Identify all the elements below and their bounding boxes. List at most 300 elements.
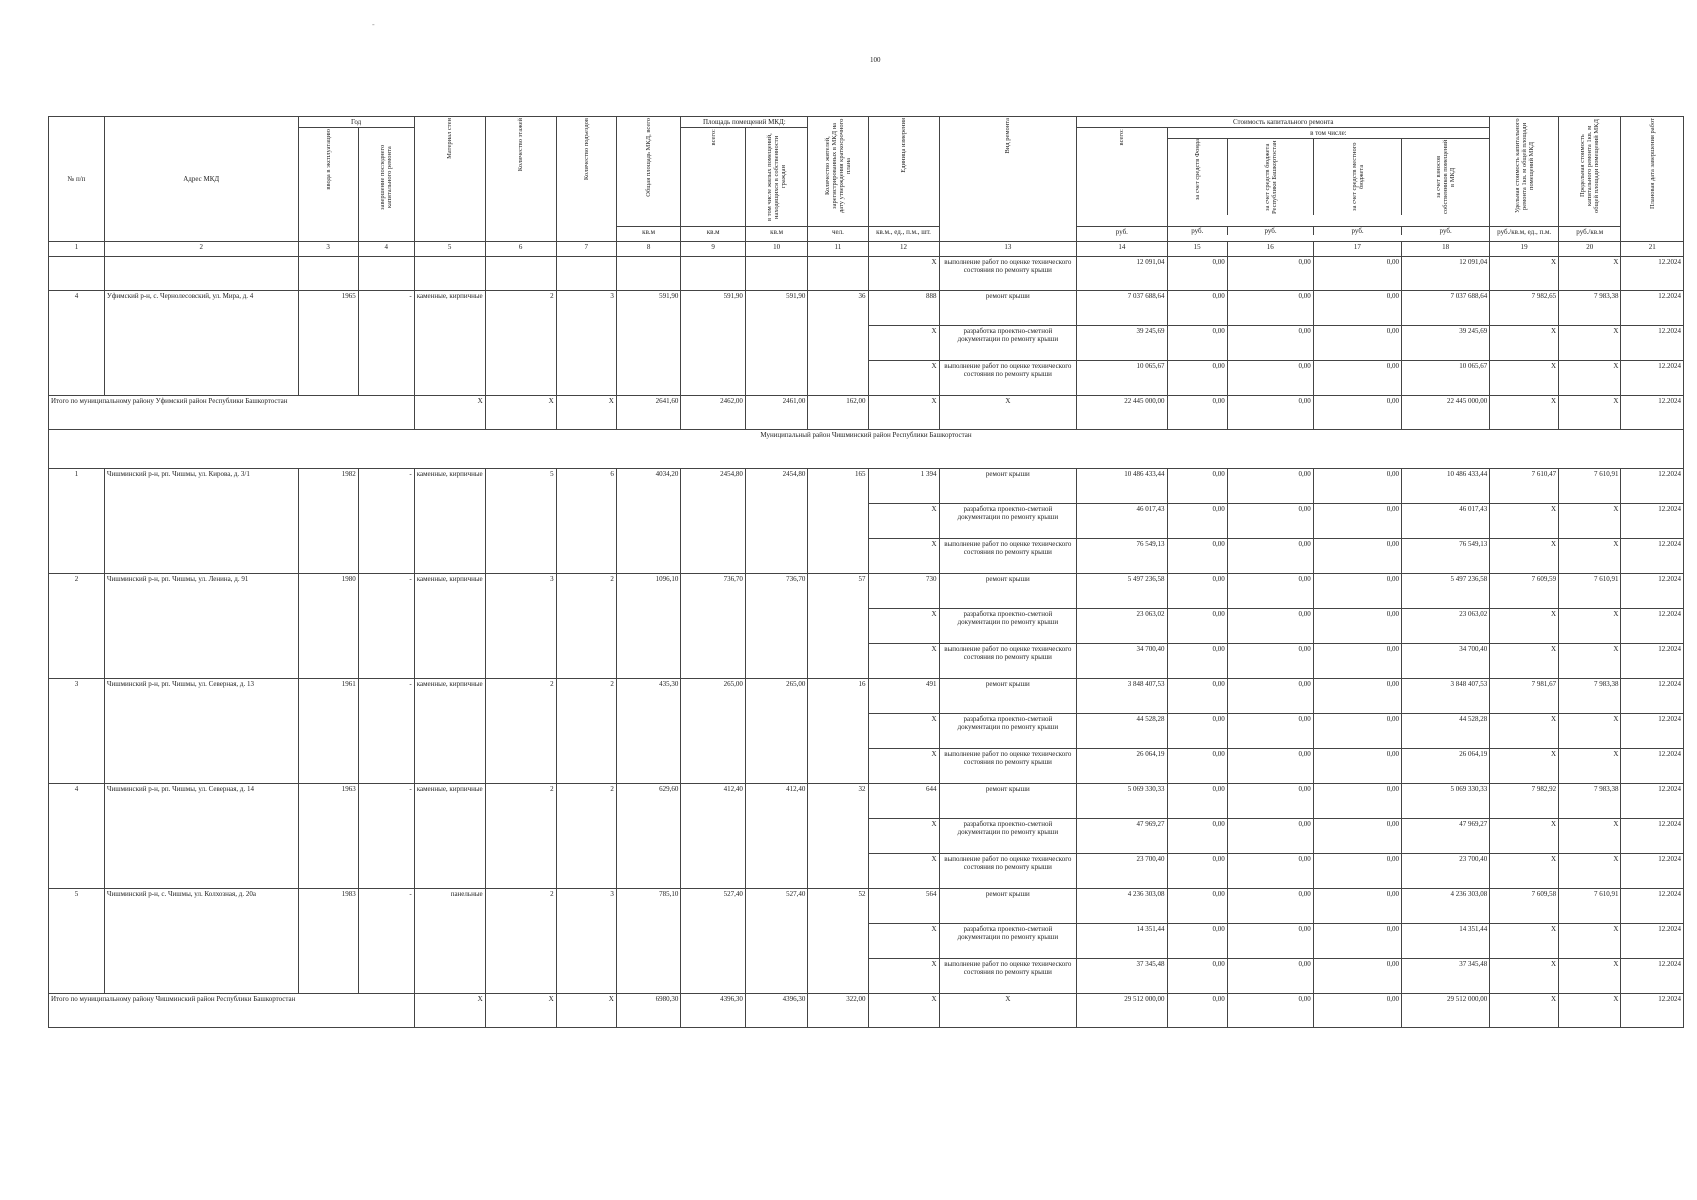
header-unit: Единица измерения [900, 118, 908, 173]
col-index: 3 [298, 242, 358, 257]
cell-work-type: выполнение работ по оценке технического состояния по ремонту крыши [939, 361, 1077, 396]
header-cost-total: всего: [1118, 129, 1126, 146]
cell-cost-owners: 39 245,69 [1401, 326, 1489, 361]
cell-year: 1965 [298, 291, 358, 396]
cell-unit: 491 [868, 679, 939, 714]
col-index: 5 [414, 242, 485, 257]
cell-cost-local: 0,00 [1313, 609, 1401, 644]
cell-work-type: выполнение работ по оценке технического состояния по ремонту крыши [939, 257, 1077, 291]
cell-work-type: выполнение работ по оценке технического состояния по ремонту крыши [939, 644, 1077, 679]
cell-limit-cost: X [1559, 749, 1621, 784]
cell-work-type: ремонт крыши [939, 679, 1077, 714]
cell-residents: 52 [808, 889, 868, 994]
cell-number: 3 [49, 679, 105, 784]
table-row [49, 257, 1684, 291]
cell-unit: X [868, 609, 939, 644]
col-index: 15 [1167, 242, 1227, 257]
cell-year: 1963 [298, 784, 358, 889]
cell-cost-total: 12 091,04 [1077, 257, 1167, 291]
section-title: Муниципальный район Чишминский район Республики Башкортостан [49, 430, 1684, 469]
cell-unit: X [868, 924, 939, 959]
header-address: Адрес МКД [104, 117, 298, 242]
header-entrances: Количество подъездов [582, 118, 590, 181]
cell-unit: 888 [868, 291, 939, 326]
table-header [49, 117, 1684, 242]
cell-residential: 265,00 [745, 679, 807, 784]
cell-cost-local: 0,00 [1313, 784, 1401, 819]
cell-date: 12.2024 [1621, 504, 1684, 539]
cell-limit-cost: X [1559, 257, 1621, 291]
cell-residential: 2454,80 [745, 469, 807, 574]
cell-cost-fund: 0,00 [1167, 714, 1227, 749]
unit-measure: кв.м., ед., п.м., шт. [868, 227, 939, 242]
cell-cost-fund: 0,00 [1167, 924, 1227, 959]
cell-cost-fund: 0,00 [1167, 469, 1227, 504]
unit-cost-total: руб. [1077, 227, 1167, 242]
cell-cost-owners: 7 037 688,64 [1401, 291, 1489, 326]
cell-cost-owners: 46 017,43 [1401, 504, 1489, 539]
cell-cost-owners: 23 063,02 [1401, 609, 1489, 644]
col-index: 10 [745, 242, 807, 257]
cell-cost-owners: 29 512 000,00 [1401, 994, 1489, 1028]
district-total-label: Итого по муниципальному району Чишминский район Республики Башкортостан [49, 994, 415, 1028]
cell-limit-cost: X [1559, 504, 1621, 539]
table-row [49, 889, 1684, 924]
cell-last-repair: - [358, 469, 414, 574]
cell-cost-republic: 0,00 [1227, 784, 1313, 819]
cell-cost-owners: 37 345,48 [1401, 959, 1489, 994]
cell-wall: каменные, кирпичные [414, 291, 485, 396]
cell-date: 12.2024 [1621, 609, 1684, 644]
cell-cost-local: 0,00 [1313, 574, 1401, 609]
capital-repair-table [48, 116, 1684, 1028]
cell-floors: X [485, 994, 556, 1028]
header-including: в том числе: [1168, 128, 1490, 139]
cell-address: Чишминский р-н, рп. Чишмы, ул. Северная, д. 14 [104, 784, 298, 889]
cell-residents: 36 [808, 291, 868, 396]
cell-work-type: разработка проектно-сметной документации по ремонту крыши [939, 609, 1077, 644]
cell-entrances: 2 [556, 574, 616, 679]
cell-number: 4 [49, 784, 105, 889]
cell-premises: 4396,30 [681, 994, 746, 1028]
cell-limit-cost: 7 983,38 [1559, 291, 1621, 326]
cell-cost-total: 76 549,13 [1077, 539, 1167, 574]
cell-cost-total: 37 345,48 [1077, 959, 1167, 994]
cell-unit-cost: X [1490, 924, 1559, 959]
page-number: 100 [870, 56, 881, 64]
col-index: 18 [1401, 242, 1489, 257]
column-index-row [49, 242, 1684, 257]
cell-cost-total: 26 064,19 [1077, 749, 1167, 784]
cell-residents: 165 [808, 469, 868, 574]
cell-cost-local: 0,00 [1313, 924, 1401, 959]
cell-cost-owners: 3 848 407,53 [1401, 679, 1489, 714]
cell-total-area: 629,60 [616, 784, 681, 889]
cell-unit-cost: 7 982,92 [1490, 784, 1559, 819]
unit-premises-residential: кв.м [745, 227, 807, 242]
cell-floors: 2 [485, 291, 556, 396]
cell-unit: 1 394 [868, 469, 939, 504]
cell-cost-republic: 0,00 [1227, 994, 1313, 1028]
col-index: 12 [868, 242, 939, 257]
cell-cost-republic: 0,00 [1227, 714, 1313, 749]
cell-cost-owners: 14 351,44 [1401, 924, 1489, 959]
cell-cost-fund: 0,00 [1167, 959, 1227, 994]
cell-cost-fund: 0,00 [1167, 679, 1227, 714]
cell-cost-local: 0,00 [1313, 257, 1401, 291]
cell-premises: 412,40 [681, 784, 746, 889]
cell-cost-total: 29 512 000,00 [1077, 994, 1167, 1028]
cell-date: 12.2024 [1621, 924, 1684, 959]
cell-cost-fund: 0,00 [1167, 644, 1227, 679]
cell-premises: 265,00 [681, 679, 746, 784]
table-body [49, 242, 1684, 469]
cell-cost-local: 0,00 [1313, 326, 1401, 361]
cell-cost-republic: 0,00 [1227, 959, 1313, 994]
cell-wall: каменные, кирпичные [414, 784, 485, 889]
cell-total-area: 1096,10 [616, 574, 681, 679]
cell-entrances: 3 [556, 889, 616, 994]
cell-unit: X [868, 854, 939, 889]
cell-cost-fund: 0,00 [1167, 539, 1227, 574]
cell-cost-fund: 0,00 [1167, 819, 1227, 854]
cell-total-area: 435,30 [616, 679, 681, 784]
cell-unit: X [868, 644, 939, 679]
cell-cost-republic: 0,00 [1227, 609, 1313, 644]
cell-unit-cost: X [1490, 504, 1559, 539]
cell-cost-republic: 0,00 [1227, 574, 1313, 609]
cell-cost-local: 0,00 [1313, 396, 1401, 430]
cell-limit-cost: X [1559, 326, 1621, 361]
cell-limit-cost: 7 610,91 [1559, 889, 1621, 924]
cell-cost-republic: 0,00 [1227, 539, 1313, 574]
cell-cost-total: 34 700,40 [1077, 644, 1167, 679]
cell-date: 12.2024 [1621, 396, 1684, 430]
cell-entrances: X [556, 396, 616, 430]
cell-limit-cost: X [1559, 959, 1621, 994]
cell-unit-cost: X [1490, 396, 1559, 430]
cell-date: 12.2024 [1621, 539, 1684, 574]
unit-cost-local: руб. [1314, 227, 1402, 235]
cell-cost-local: 0,00 [1313, 504, 1401, 539]
cell-work-type: X [939, 396, 1077, 430]
cell-unit-cost: X [1490, 994, 1559, 1028]
cell-premises: 527,40 [681, 889, 746, 994]
cell-cost-owners: 5 069 330,33 [1401, 784, 1489, 819]
cell-cost-local: 0,00 [1313, 889, 1401, 924]
cell-cost-total: 23 700,40 [1077, 854, 1167, 889]
cell-total-area: 785,10 [616, 889, 681, 994]
cell-cost-republic: 0,00 [1227, 504, 1313, 539]
cell-cost-owners: 22 445 000,00 [1401, 396, 1489, 430]
cell-work-type: выполнение работ по оценке технического состояния по ремонту крыши [939, 749, 1077, 784]
cell-cost-local: 0,00 [1313, 539, 1401, 574]
cell-work-type: ремонт крыши [939, 574, 1077, 609]
cell-unit-cost: X [1490, 257, 1559, 291]
cell-limit-cost: 7 610,91 [1559, 469, 1621, 504]
cell-limit-cost: X [1559, 609, 1621, 644]
cell-date: 12.2024 [1621, 959, 1684, 994]
cell-cost-local: 0,00 [1313, 819, 1401, 854]
cell-address: Чишминский р-н, с. Чишмы, ул. Колхозная, д. 20а [104, 889, 298, 994]
cell-limit-cost: X [1559, 396, 1621, 430]
cell-floors: 2 [485, 784, 556, 889]
cell-wall: каменные, кирпичные [414, 469, 485, 574]
cell-cost-republic: 0,00 [1227, 889, 1313, 924]
cell-wall: каменные, кирпичные [414, 574, 485, 679]
cell-cost-fund: 0,00 [1167, 396, 1227, 430]
cell-date: 12.2024 [1621, 257, 1684, 291]
cell-residents: 322,00 [808, 994, 868, 1028]
unit-unit-cost: руб./кв.м, ед., п.м. [1490, 227, 1559, 242]
cell-entrances: X [556, 994, 616, 1028]
cell-cost-owners: 10 065,67 [1401, 361, 1489, 396]
cell-cost-owners: 47 969,27 [1401, 819, 1489, 854]
cell-unit: X [868, 749, 939, 784]
cell-cost-local: 0,00 [1313, 291, 1401, 326]
cell-number: 5 [49, 889, 105, 994]
cell-limit-cost: X [1559, 854, 1621, 889]
cell-residential: 736,70 [745, 574, 807, 679]
cell-unit-cost: X [1490, 609, 1559, 644]
cell-cost-local: 0,00 [1313, 959, 1401, 994]
district-total-row [49, 396, 1684, 430]
cell-cost-local: 0,00 [1313, 469, 1401, 504]
unit-cost-owners: руб. [1439, 227, 1452, 235]
header-unit-cost: Удельная стоимость капитального ремонта 1кв. м общей площади помещений МКД [1513, 118, 1535, 214]
cell-unit: X [868, 257, 939, 291]
header-year-last-repair: завершение последнего капитального ремонта [379, 144, 394, 210]
header-cost-republic: за счет средств бюджета Республики Башкортостан [1263, 140, 1278, 214]
col-index: 4 [358, 242, 414, 257]
cell-work-type: ремонт крыши [939, 469, 1077, 504]
cell-residents: 32 [808, 784, 868, 889]
cell-cost-owners: 44 528,28 [1401, 714, 1489, 749]
cell-unit: 644 [868, 784, 939, 819]
col-index: 13 [939, 242, 1077, 257]
cell-cost-owners: 10 486 433,44 [1401, 469, 1489, 504]
cell-limit-cost: 7 983,38 [1559, 784, 1621, 819]
cell-cost-local: 0,00 [1313, 994, 1401, 1028]
cell-unit-cost: 7 609,58 [1490, 889, 1559, 924]
cell-unit: X [868, 396, 939, 430]
unit-premises-total: кв.м [681, 227, 746, 242]
cell-unit: 730 [868, 574, 939, 609]
header-premises-residential: в том числе жилых помещений, находящихся в собственности граждан [766, 133, 788, 221]
cell-premises: 2462,00 [681, 396, 746, 430]
cell-limit-cost: X [1559, 539, 1621, 574]
cell-unit-cost: 7 981,67 [1490, 679, 1559, 714]
cell-premises: 591,90 [681, 291, 746, 396]
cell-cost-fund: 0,00 [1167, 257, 1227, 291]
cell-last-repair: - [358, 889, 414, 994]
cell-date: 12.2024 [1621, 326, 1684, 361]
header-year-commission: ввода в эксплуатацию [324, 129, 332, 190]
cell-cost-fund: 0,00 [1167, 574, 1227, 609]
cell-unit-cost: X [1490, 326, 1559, 361]
unit-limit-cost: руб./кв.м [1559, 227, 1621, 242]
cell-cost-total: 44 528,28 [1077, 714, 1167, 749]
cell-residential: 527,40 [745, 889, 807, 994]
table-row [49, 291, 1684, 326]
table-row [49, 574, 1684, 609]
cell-work-type: разработка проектно-сметной документации по ремонту крыши [939, 326, 1077, 361]
cell-limit-cost: X [1559, 361, 1621, 396]
cell-work-type: ремонт крыши [939, 889, 1077, 924]
header-residents: Количество жителей, зарегистрированных в МКД на дату утверждения краткосрочного плана [823, 118, 852, 214]
cell-unit-cost: 7 982,65 [1490, 291, 1559, 326]
header-year-group: Год [298, 117, 414, 128]
cell-date: 12.2024 [1621, 749, 1684, 784]
cell-last-repair: - [358, 784, 414, 889]
cell-cost-fund: 0,00 [1167, 609, 1227, 644]
cell-unit: X [868, 994, 939, 1028]
table-row [49, 469, 1684, 504]
cell-entrances: 3 [556, 291, 616, 396]
cell-cost-local: 0,00 [1313, 854, 1401, 889]
cell-year: 1983 [298, 889, 358, 994]
header-total-area: Общая площадь МКД, всего [645, 118, 653, 197]
cell-cost-republic: 0,00 [1227, 326, 1313, 361]
cell-cost-local: 0,00 [1313, 644, 1401, 679]
cell-cost-republic: 0,00 [1227, 291, 1313, 326]
cell-floors: X [485, 396, 556, 430]
cell-cost-total: 5 069 330,33 [1077, 784, 1167, 819]
cell-limit-cost: X [1559, 644, 1621, 679]
cell-cost-total: 7 037 688,64 [1077, 291, 1167, 326]
col-index: 19 [1490, 242, 1559, 257]
cell-unit-cost: X [1490, 749, 1559, 784]
cell-cost-owners: 34 700,40 [1401, 644, 1489, 679]
cell-unit-cost: X [1490, 539, 1559, 574]
cell-cost-fund: 0,00 [1167, 854, 1227, 889]
cell-total-area: 4034,20 [616, 469, 681, 574]
cell-date: 12.2024 [1621, 469, 1684, 504]
cell-cost-fund: 0,00 [1167, 361, 1227, 396]
cell-premises: 736,70 [681, 574, 746, 679]
cell-work-type: ремонт крыши [939, 291, 1077, 326]
col-index: 17 [1313, 242, 1401, 257]
cell-address: Чишминский р-н, рп. Чишмы, ул. Кирова, д. 3/1 [104, 469, 298, 574]
cell-wall: X [414, 396, 485, 430]
cell-unit-cost: X [1490, 714, 1559, 749]
cell-date: 12.2024 [1621, 784, 1684, 819]
cell-residents: 16 [808, 679, 868, 784]
cell-premises: 2454,80 [681, 469, 746, 574]
cell-cost-local: 0,00 [1313, 361, 1401, 396]
cell-number: 1 [49, 469, 105, 574]
cell-cost-republic: 0,00 [1227, 854, 1313, 889]
unit-total-area: кв.м [616, 227, 681, 242]
cell-cost-owners: 23 700,40 [1401, 854, 1489, 889]
cell-date: 12.2024 [1621, 679, 1684, 714]
col-index: 2 [104, 242, 298, 257]
cell-address: Чишминский р-н, рп. Чишмы, ул. Северная, д. 13 [104, 679, 298, 784]
cell-cost-republic: 0,00 [1227, 396, 1313, 430]
cell-cost-total: 14 351,44 [1077, 924, 1167, 959]
cell-unit: X [868, 819, 939, 854]
cell-address: Уфимский р-н, с. Чернолесовский, ул. Мира, д. 4 [104, 291, 298, 396]
cell-date: 12.2024 [1621, 644, 1684, 679]
table-row [49, 679, 1684, 714]
col-index: 14 [1077, 242, 1167, 257]
cell-work-type: выполнение работ по оценке технического состояния по ремонту крыши [939, 539, 1077, 574]
cell-cost-fund: 0,00 [1167, 889, 1227, 924]
cell-year: 1961 [298, 679, 358, 784]
cell-unit: 564 [868, 889, 939, 924]
header-cost-group: Стоимость капитального ремонта [1077, 117, 1490, 128]
col-index: 21 [1621, 242, 1684, 257]
cell-work-type: разработка проектно-сметной документации по ремонту крыши [939, 504, 1077, 539]
cell-date: 12.2024 [1621, 574, 1684, 609]
cell-total-area: 6980,30 [616, 994, 681, 1028]
cell-cost-owners: 76 549,13 [1401, 539, 1489, 574]
table-row [49, 784, 1684, 819]
unit-cost-fund: руб. [1168, 227, 1229, 235]
cell-unit-cost: X [1490, 959, 1559, 994]
district-total-row [49, 994, 1684, 1028]
cell-cost-republic: 0,00 [1227, 644, 1313, 679]
cell-work-type: разработка проектно-сметной документации по ремонту крыши [939, 714, 1077, 749]
cell-unit-cost: X [1490, 854, 1559, 889]
cell-residents: 57 [808, 574, 868, 679]
cell-entrances: 6 [556, 469, 616, 574]
cell-cost-local: 0,00 [1313, 714, 1401, 749]
header-cost-fund: за счет средств Фонда [1193, 139, 1201, 201]
cell-cost-total: 39 245,69 [1077, 326, 1167, 361]
cell-cost-fund: 0,00 [1167, 994, 1227, 1028]
cell-work-type: выполнение работ по оценке технического состояния по ремонту крыши [939, 854, 1077, 889]
cell-date: 12.2024 [1621, 361, 1684, 396]
cell-wall: X [414, 994, 485, 1028]
cell-work-type: разработка проектно-сметной документации по ремонту крыши [939, 819, 1077, 854]
col-index: 1 [49, 242, 105, 257]
cell-unit-cost: X [1490, 819, 1559, 854]
cell-cost-total: 5 497 236,58 [1077, 574, 1167, 609]
cell-unit: X [868, 361, 939, 396]
cell-cost-republic: 0,00 [1227, 819, 1313, 854]
cell-cost-local: 0,00 [1313, 679, 1401, 714]
cell-cost-owners: 26 064,19 [1401, 749, 1489, 784]
cell-date: 12.2024 [1621, 714, 1684, 749]
cell-date: 12.2024 [1621, 854, 1684, 889]
cell-unit-cost: X [1490, 361, 1559, 396]
cell-unit-cost: 7 610,47 [1490, 469, 1559, 504]
cell-work-type: ремонт крыши [939, 784, 1077, 819]
cell-cost-fund: 0,00 [1167, 784, 1227, 819]
cell-cost-republic: 0,00 [1227, 361, 1313, 396]
cell-work-type: выполнение работ по оценке технического состояния по ремонту крыши [939, 959, 1077, 994]
cell-floors: 3 [485, 574, 556, 679]
cell-cost-total: 47 969,27 [1077, 819, 1167, 854]
section-title-row [49, 430, 1684, 469]
cell-entrances: 2 [556, 784, 616, 889]
cell-work-type: разработка проектно-сметной документации по ремонту крыши [939, 924, 1077, 959]
cell-year: 1980 [298, 574, 358, 679]
cell-cost-republic: 0,00 [1227, 257, 1313, 291]
cell-last-repair: - [358, 291, 414, 396]
cell-cost-total: 3 848 407,53 [1077, 679, 1167, 714]
col-index: 20 [1559, 242, 1621, 257]
header-cost-local: за счет средств местного бюджета [1350, 142, 1365, 212]
cell-number: 4 [49, 291, 105, 396]
unit-cost-republic: руб. [1228, 227, 1314, 235]
cell-cost-total: 22 445 000,00 [1077, 396, 1167, 430]
cell-address: Чишминский р-н, рп. Чишмы, ул. Ленина, д. 91 [104, 574, 298, 679]
cell-unit: X [868, 539, 939, 574]
cell-cost-republic: 0,00 [1227, 924, 1313, 959]
col-index: 16 [1227, 242, 1313, 257]
